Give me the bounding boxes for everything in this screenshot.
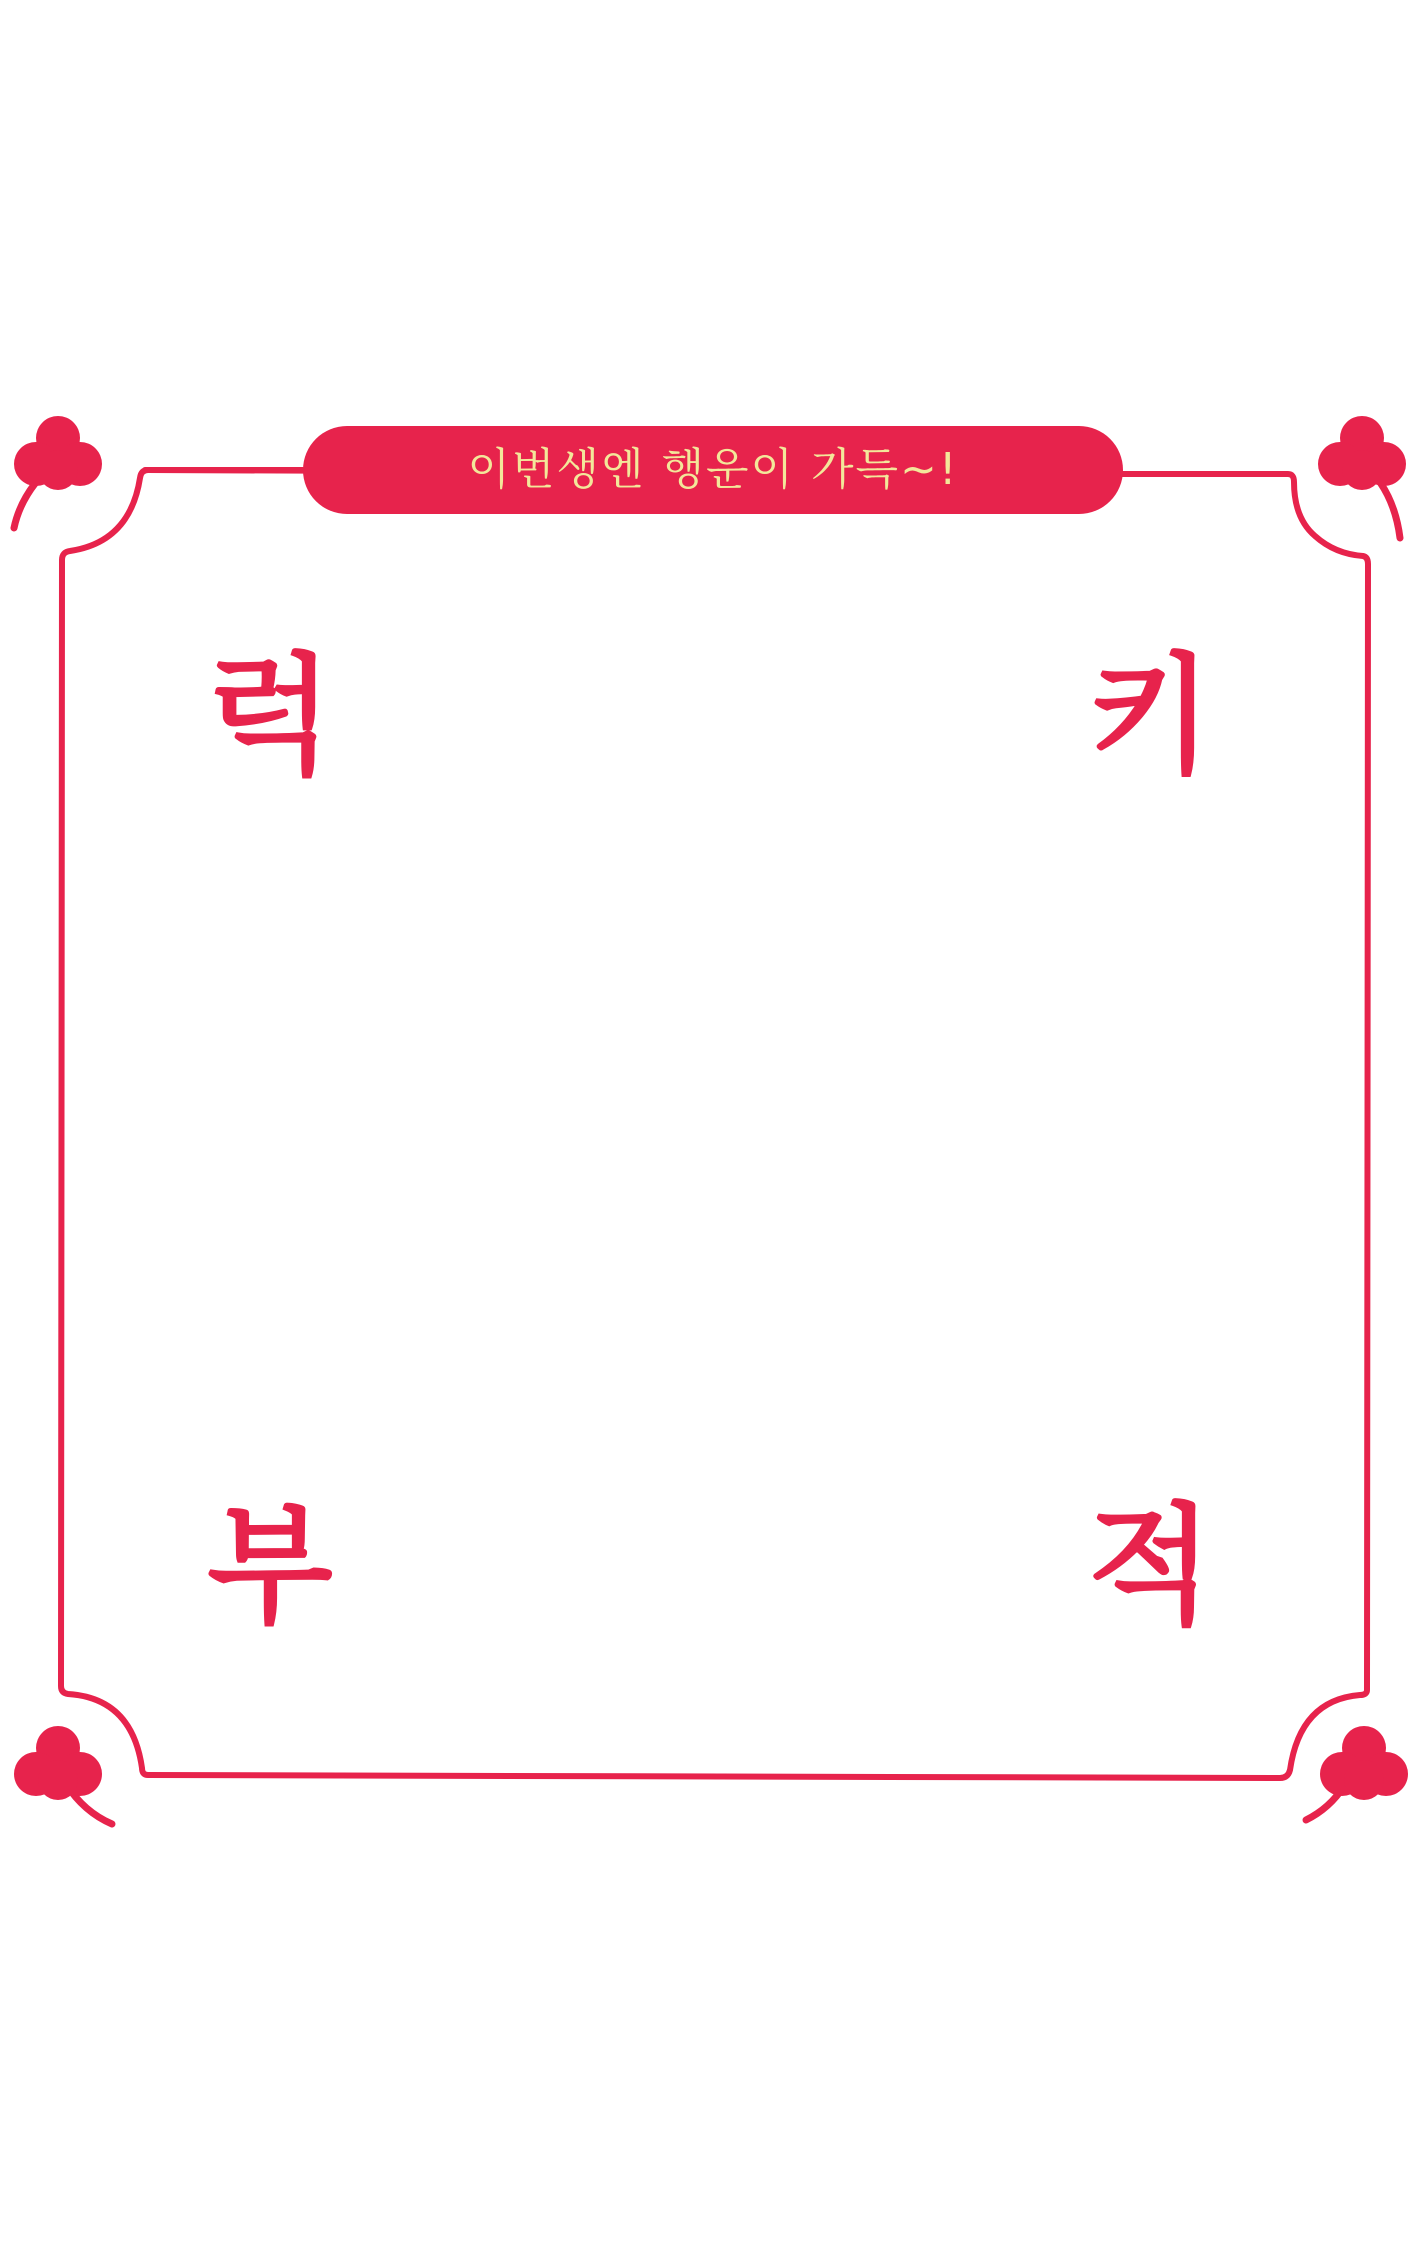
corner-char-top-left: 럭	[207, 640, 333, 792]
corner-char-top-right: 키	[1087, 640, 1213, 792]
banner-text: 이번생엔 행운이 가득~!	[467, 444, 959, 495]
clover-icon	[1318, 416, 1406, 490]
title-banner	[303, 426, 1123, 514]
corner-char-bottom-right: 적	[1087, 1490, 1213, 1642]
clover-icon	[14, 1726, 102, 1800]
corner-char-bottom-left: 부	[207, 1490, 333, 1642]
clover-icon	[14, 416, 102, 490]
clover-icon	[1320, 1726, 1408, 1800]
